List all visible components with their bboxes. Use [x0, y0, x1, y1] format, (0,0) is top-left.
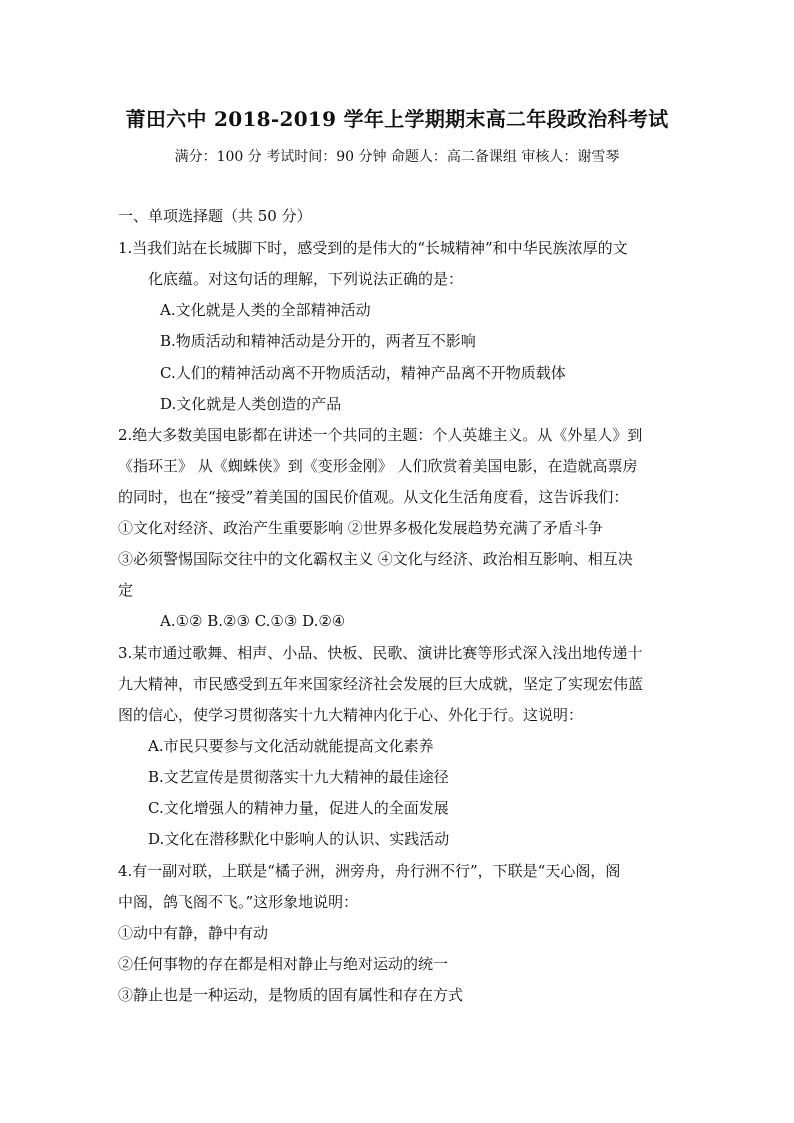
- q1-stem-line1: 1.当我们站在长城脚下时，感受到的是伟大的“长城精神”和中华民族浓厚的文: [118, 239, 628, 257]
- q3-stem-line3: 图的信心，使学习贯彻落实十九大精神内化于心、外化于行。这说明：: [118, 706, 584, 724]
- q2-stem-line3: 的同时，也在“接受”着美国的国民价值观。从文化生活角度看，这告诉我们：: [118, 488, 629, 506]
- q2-items-line1: ①文化对经济、政治产生重要影响 ②世界多极化发展趋势充满了矛盾斗争: [118, 519, 603, 537]
- q4-item-1: ①动中有静，静中有动: [118, 924, 269, 942]
- q1-option-d: D.文化就是人类创造的产品: [160, 395, 342, 413]
- q4-stem-line2: 中阁，鸽飞阁不飞。”这形象地说明：: [118, 893, 359, 911]
- q3-option-a: A.市民只要参与文化活动就能提高文化素养: [148, 737, 434, 755]
- q2-stem-line1: 2.绝大多数美国电影都在讲述一个共同的主题：个人英雄主义。从《外星人》到: [118, 426, 643, 444]
- q2-items-line3: 定: [118, 581, 134, 599]
- exam-meta: 满分：100 分 考试时间：90 分钟 命题人：高二备课组 审核人：谢雪琴: [174, 149, 620, 165]
- q4-item-2: ②任何事物的存在都是相对静止与绝对运动的统一: [118, 955, 449, 973]
- q4-item-3: ③静止也是一种运动，是物质的固有属性和存在方式: [118, 986, 464, 1004]
- q2-items-line2: ③必须警惕国际交往中的文化霸权主义 ④文化与经济、政治相互影响、相互决: [118, 550, 633, 568]
- q3-stem-line1: 3.某市通过歌舞、相声、小品、快板、民歌、演讲比赛等形式深入浅出地传递十: [118, 644, 643, 662]
- q2-stem-line2: 《指环王》 从《蜘蛛侠》到《变形金刚》 人们欣赏着美国电影，在造就高票房: [118, 457, 638, 475]
- section-heading: 一、单项选择题（共 50 分）: [118, 207, 312, 225]
- q3-option-b: B.文艺宣传是贯彻落实十九大精神的最佳途径: [148, 768, 449, 786]
- q1-stem-line2: 化底蕴。对这句话的理解，下列说法正确的是：: [148, 270, 464, 288]
- q3-option-d: D.文化在潜移默化中影响人的认识、实践活动: [148, 830, 450, 848]
- q1-option-a: A.文化就是人类的全部精神活动: [160, 301, 371, 319]
- q1-option-b: B.物质活动和精神活动是分开的，两者互不影响: [160, 332, 476, 350]
- q2-options: A.①② B.②③ C.①③ D.②④: [160, 612, 346, 630]
- q4-stem-line1: 4.有一副对联，上联是“橘子洲，洲旁舟，舟行洲不行”，下联是“天心阁，阁: [118, 862, 621, 880]
- exam-title: 莆田六中 2018-2019 学年上学期期末高二年段政治科考试: [125, 107, 669, 131]
- q1-option-c: C.人们的精神活动离不开物质活动，精神产品离不开物质载体: [160, 364, 566, 382]
- q3-stem-line2: 九大精神，市民感受到五年来国家经济社会发展的巨大成就，坚定了实现宏伟蓝: [118, 675, 644, 693]
- q3-option-c: C.文化增强人的精神力量，促进人的全面发展: [148, 799, 449, 817]
